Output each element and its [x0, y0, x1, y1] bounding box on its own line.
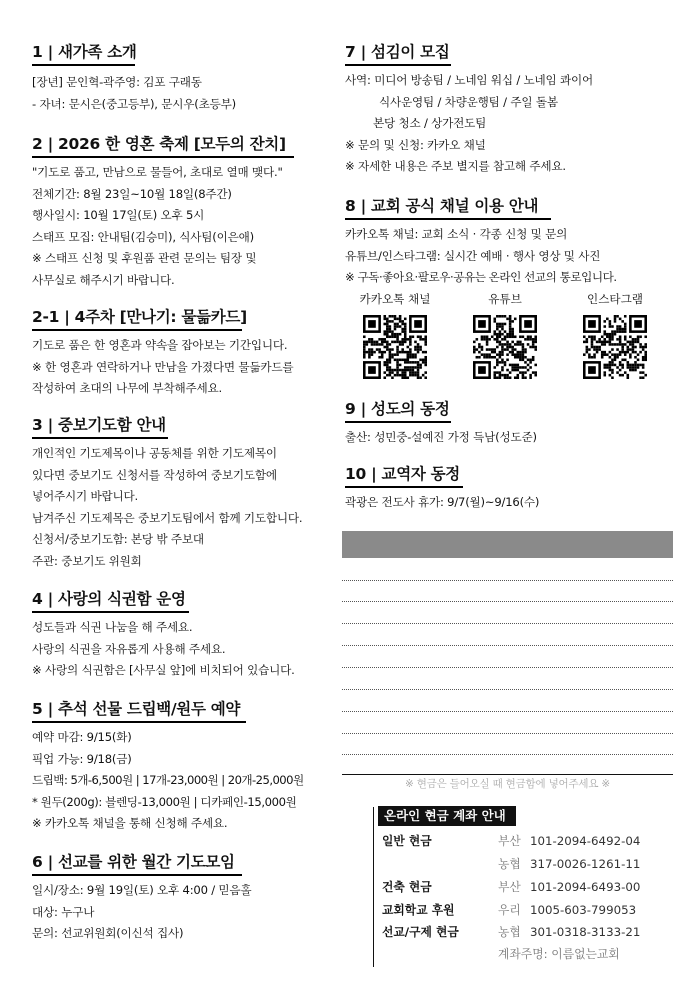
bank-vertical-rule	[373, 807, 374, 967]
text-line: 픽업 가능: 9/18(금)	[32, 751, 132, 766]
section-official-channels	[345, 196, 675, 379]
text-line: - 자녀: 문시은(중고등부), 문시우(초등부)	[32, 96, 236, 111]
text-line: 본당 청소 / 상가전도팀	[373, 116, 487, 130]
text-line: 일시/장소: 9월 19일(토) 오후 4:00 / 믿음홀	[32, 883, 252, 897]
bank-row-account[interactable]: 101-2094-6492-04	[530, 834, 641, 848]
section-title: 9 | 성도의 동정	[345, 399, 675, 423]
section-title: 5 | 추석 선물 드립백/원두 예약	[32, 699, 337, 723]
text-line: 성도들과 식권 나눔을 해 주세요.	[32, 620, 193, 634]
qr-code-icon	[473, 315, 537, 379]
bank-row-bank: 부산	[498, 834, 521, 848]
bank-heading: 온라인 현금 계좌 안내	[378, 806, 516, 826]
text-line: 사무실로 해주시기 바랍니다.	[32, 272, 175, 287]
offering-notice: ※ 현금은 들어오실 때 현금함에 넣어주세요 ※	[404, 778, 611, 790]
text-line: ※ 자세한 내용은 주보 별지를 참고해 주세요.	[345, 159, 566, 173]
text-line: 대상: 누구나	[32, 904, 95, 919]
text-line: 출산: 성민중-설예진 가정 득남(성도준)	[345, 430, 537, 444]
text-line: 예약 마감: 9/15(화)	[32, 730, 132, 744]
section-title: 1 | 새가족 소개	[32, 42, 337, 66]
note-line	[342, 601, 673, 602]
divider	[342, 774, 673, 775]
text-line: 사랑의 식권을 자유롭게 사용해 주세요.	[32, 641, 226, 656]
section-week4	[32, 307, 337, 400]
section-meal-ticket	[32, 589, 337, 682]
section-title: 3 | 중보기도함 안내	[32, 415, 337, 439]
qr-code-icon	[583, 315, 647, 379]
note-line	[342, 711, 673, 712]
section-prayer-box	[32, 415, 337, 572]
text-line: "기도로 품고, 만남으로 물들어, 초대로 열매 맺다."	[32, 165, 283, 179]
text-line: ※ 사랑의 식권함은 [사무실 앞]에 비치되어 있습니다.	[32, 663, 295, 677]
bank-row-account[interactable]: 101-2094-6493-00	[530, 880, 641, 894]
bank-row-bank: 부산	[498, 880, 521, 894]
section-title: 6 | 선교를 위한 월간 기도모임	[32, 852, 337, 876]
bank-row-bank: 농협	[498, 857, 521, 871]
text-line: 사역: 미디어 방송팀 / 노네임 워십 / 노네임 콰이어	[345, 73, 593, 87]
text-line: ※ 카카오톡 채널을 통해 신청해 주세요.	[32, 816, 228, 830]
text-line: 신청서/중보기도함: 본당 밖 주보대	[32, 532, 204, 546]
text-line: [장년] 문인혁-곽주영: 김포 구래동	[32, 75, 202, 89]
text-line: ※ 문의 및 신청: 카카오 채널	[345, 137, 486, 152]
qr-instagram[interactable]	[565, 289, 665, 379]
text-line: 유튜브/인스타그램: 실시간 예배 · 행사 영상 및 사진	[345, 248, 601, 263]
account-holder: 계좌주명: 이름없는교회	[498, 947, 620, 961]
text-line: * 원두(200g): 블렌딩-13,000원 | 디카페인-15,000원	[32, 794, 297, 809]
text-line: 전체기간: 8월 23일~10월 18일(8주간)	[32, 186, 232, 201]
bank-row-name: 선교/구제 현금	[382, 925, 459, 939]
section-title: 10 | 교역자 동정	[345, 464, 675, 488]
qr-code-icon	[363, 315, 427, 379]
qr-label: 유튜브	[488, 291, 522, 306]
text-line: 문의: 선교위원회(이신석 집사)	[32, 926, 184, 940]
section-title: 8 | 교회 공식 채널 이용 안내	[345, 196, 675, 220]
bank-row-name: 건축 현금	[382, 880, 432, 894]
section-new-family	[32, 42, 337, 115]
section-title: 7 | 섬김이 모집	[345, 42, 675, 66]
note-line	[342, 667, 673, 668]
section-mission-prayer	[32, 852, 337, 945]
note-line	[342, 689, 673, 690]
section-staff-news	[345, 464, 675, 514]
text-line: 남겨주신 기도제목은 중보기도팀에서 함께 기도합니다.	[32, 510, 303, 525]
gray-bar	[342, 531, 673, 558]
text-line: 주관: 중보기도 위원회	[32, 553, 142, 568]
text-line: 행사일시: 10월 17일(토) 오후 5시	[32, 208, 205, 222]
bank-row-bank: 농협	[498, 925, 521, 939]
section-chuseok-gift	[32, 699, 337, 835]
text-line: 있다면 중보기도 신청서를 작성하여 중보기도함에	[32, 467, 277, 482]
bank-row-name: 교회학교 후원	[382, 903, 455, 917]
text-line: 기도로 품은 한 영혼과 약속을 잡아보는 기간입니다.	[32, 338, 288, 352]
text-line: 넣어주시기 바랍니다.	[32, 489, 138, 503]
note-line	[342, 645, 673, 646]
text-line: 식사운영팀 / 차량운행팀 / 주일 돌봄	[379, 94, 558, 109]
qr-kakao[interactable]	[345, 289, 445, 379]
text-line: 스태프 모집: 안내팀(김승미), 식사팀(이은애)	[32, 229, 254, 244]
text-line: 카카오톡 채널: 교회 소식 · 각종 신청 및 문의	[345, 227, 568, 241]
bank-row-account[interactable]: 301-0318-3133-21	[530, 925, 641, 939]
note-line	[342, 623, 673, 624]
note-line	[342, 580, 673, 581]
qr-label: 카카오톡 채널	[359, 291, 431, 306]
section-title: 4 | 사랑의 식권함 운영	[32, 589, 337, 613]
qr-youtube[interactable]	[455, 289, 555, 379]
qr-row	[345, 289, 665, 379]
text-line: ※ 스태프 신청 및 후원품 관련 문의는 팀장 및	[32, 251, 257, 265]
text-line: ※ 구독·좋아요·팔로우·공유는 온라인 선교의 통로입니다.	[345, 270, 617, 284]
bank-row-account[interactable]: 1005-603-799053	[530, 903, 637, 917]
section-title: 2-1 | 4주차 [만나기: 물듦카드]	[32, 307, 337, 331]
bank-row-name: 일반 현금	[382, 834, 432, 848]
text-line: 드립백: 5개-6,500원 | 17개-23,000원 | 20개-25,000원	[32, 773, 304, 787]
section-title: 2 | 2026 한 영혼 축제 [모두의 잔치]	[32, 134, 337, 158]
section-member-news	[345, 399, 675, 449]
section-festival	[32, 134, 337, 291]
note-line	[342, 754, 673, 755]
section-volunteers	[345, 42, 675, 178]
qr-label: 인스타그램	[587, 291, 643, 306]
text-line: 개인적인 기도제목이나 공동체를 위한 기도제목이	[32, 446, 277, 460]
text-line: 곽광은 전도사 휴가: 9/7(월)~9/16(수)	[345, 495, 540, 509]
text-line: 작성하여 초대의 나무에 부착해주세요.	[32, 381, 222, 395]
text-line: ※ 한 영혼과 연락하거나 만남을 가졌다면 물듦카드를	[32, 359, 294, 374]
note-line	[342, 733, 673, 734]
bank-row-account[interactable]: 317-0026-1261-11	[530, 857, 641, 871]
bank-row-bank: 우리	[498, 903, 521, 917]
